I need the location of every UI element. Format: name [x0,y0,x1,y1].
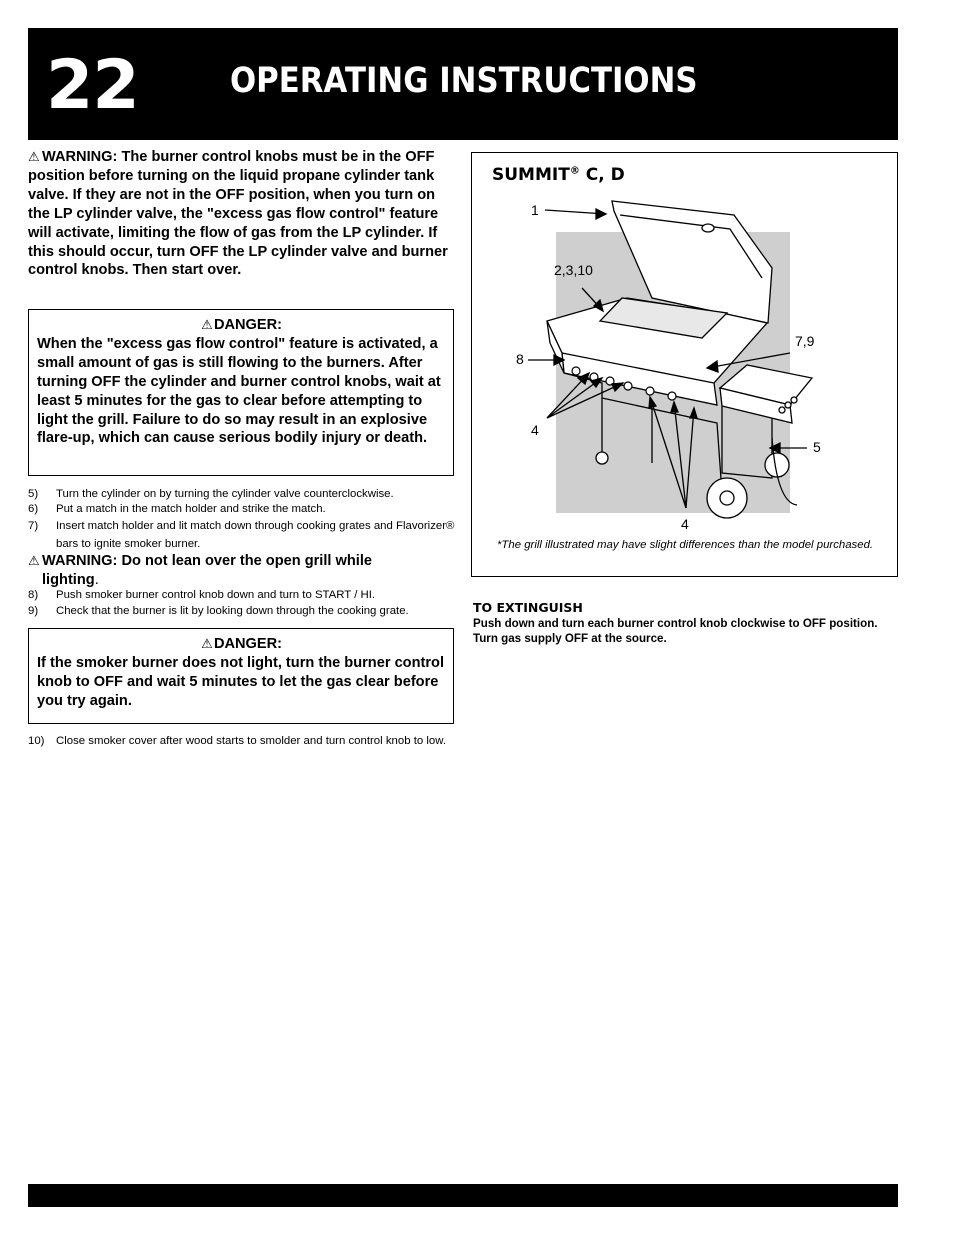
step-text: Put a match in the match holder and strike the match. [56,503,326,515]
danger-title: DANGER: [213,317,283,333]
step-list [28,732,458,751]
step-number: 9) [28,604,39,617]
danger-box [28,628,454,724]
registered-mark: ® [569,165,580,177]
step-number: 10) [28,735,45,747]
warning-icon: ⚠ [28,553,40,568]
danger-body: If the smoker burner does not light, turn the burner control knob to OFF and wait 5 minutes to let the gas clear before you try again. [37,654,445,709]
callout-label: 2,3,10 [554,262,593,278]
figure-caption: *The grill illustrated may have slight differences than the model purchased. [497,539,874,551]
step-text: Push smoker burner control knob down and turn to START / HI. [56,589,376,601]
danger-box [28,309,454,476]
step-number: 5) [28,488,39,500]
figure-box [471,152,898,577]
warning-lean-text: WARNING: Do not lean over the open grill while [42,553,372,569]
warning-paragraph [28,148,456,280]
callout-label: 4 [531,422,539,438]
danger-body: When the "excess gas flow control" feature is activated, a small amount of gas is still flowing to the burners. After turning OFF the cylinder and burner control knobs, wait at least 5 minutes for the gas to clear before attempting to light the grill. Failure to do so may result in an explosive flare-up, which can cause serious bodily injury or death. [37,335,441,447]
step-number: 7) [28,520,39,532]
grill-illustration [472,173,897,538]
callout-label: 5 [813,439,821,455]
warning-icon: ⚠ [201,317,213,332]
figure-title-text: SUMMIT [492,165,570,185]
warning-lean-text2: lighting [42,572,95,588]
callout-label: 7,9 [795,333,815,349]
warning-lean [28,551,458,590]
callout-label: 1 [531,202,539,218]
step-list [28,487,458,553]
extinguish-body: Push down and turn each burner control knob clockwise to OFF position. Turn gas supply OFF at the source. [473,617,878,645]
page-number: 22 [46,46,139,125]
step-text: Turn the cylinder on by turning the cylinder valve counterclockwise. [56,488,394,500]
list-item [28,517,458,553]
callout-label: 4 [681,516,689,532]
warning-lean-suffix: . [94,572,99,588]
footer-bar [28,1184,898,1207]
header-bar [28,28,898,140]
step-number: 8) [28,589,39,601]
warning-icon: ⚠ [28,149,40,164]
warning-text: WARNING: The burner control knobs must be in the OFF position before turning on the liquid propane cylinder tank valve. If they are not in the OFF position, when you turn on the LP cylinder valve, the "excess gas flow control" feature will activate, limiting the flow of gas from the LP cylinder. If this should occur, turn OFF the LP cylinder valve and burner control knobs. Then start over. [28,149,448,279]
list-item [28,487,458,502]
step-list [28,588,458,619]
danger-title: DANGER: [213,636,283,652]
step-text: Insert match holder and lit match down through cooking grates and Flavorizer® bars to ignite smoker burner. [56,520,455,550]
figure-title-suffix: C, D [579,165,625,185]
step-number: 6) [28,503,39,515]
page-title: OPERATING INSTRUCTIONS [230,61,698,101]
list-item [28,604,458,620]
callout-label: 8 [516,351,524,367]
step-text: Check that the burner is lit by looking down through the cooking grate. [56,604,409,617]
extinguish-heading: TO EXTINGUISH [473,600,583,615]
step-text: Close smoker cover after wood starts to smolder and turn control knob to low. [56,735,446,747]
list-item [28,732,458,751]
list-item [28,502,458,517]
list-item [28,588,458,604]
warning-icon: ⚠ [201,636,213,651]
